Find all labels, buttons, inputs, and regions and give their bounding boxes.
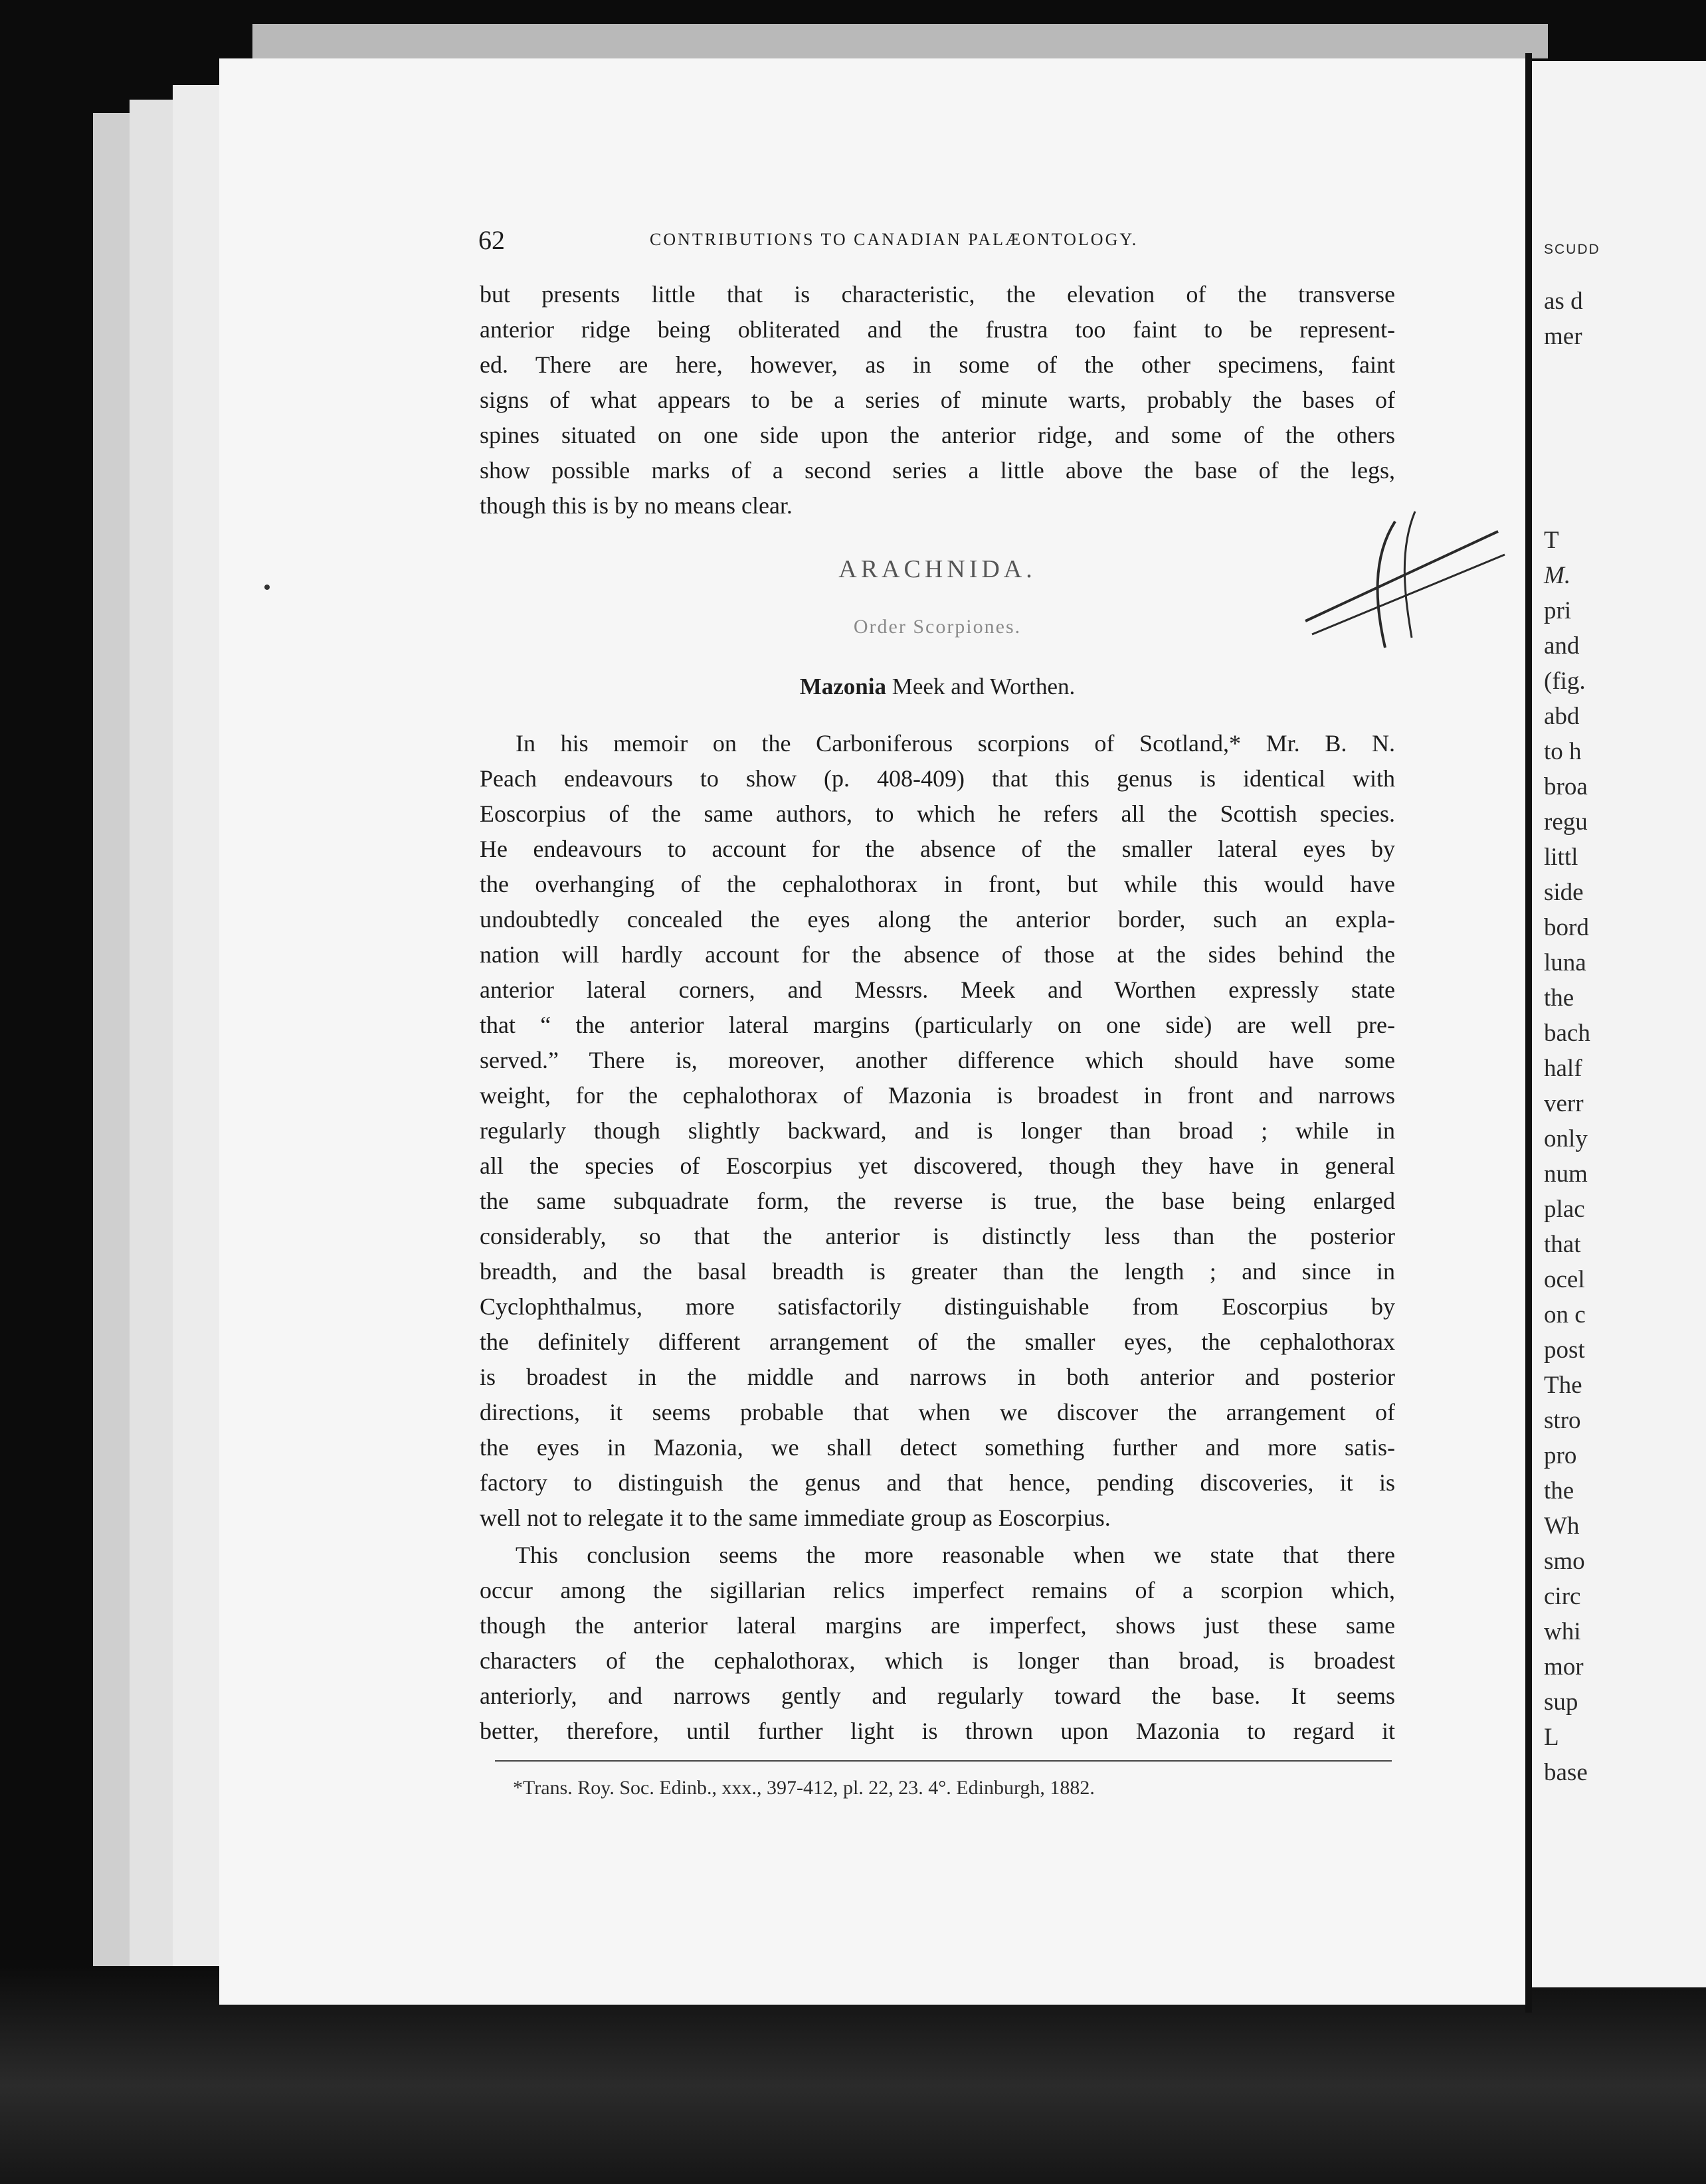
right-text-line: littl: [1544, 844, 1578, 871]
footnote-rule: [495, 1760, 1392, 1762]
text-line: considerably, so that the anterior is distinctly less than the posterior: [480, 1223, 1395, 1249]
text-line: nation will hardly account for the absence of those at the sides behind the: [480, 941, 1395, 968]
text-line: occur among the sigillarian relics imperfect remains of a scorpion which,: [480, 1577, 1395, 1603]
right-text-line: mer: [1544, 323, 1582, 350]
right-text-line: sup: [1544, 1688, 1578, 1716]
text-line: breadth, and the basal breadth is greater than the length ; and since in: [480, 1258, 1395, 1285]
handwritten-mark-icon: [1299, 505, 1518, 658]
text-line: anterior lateral corners, and Messrs. Meek and Worthen expressly state: [480, 976, 1395, 1003]
right-text-line: broa: [1544, 773, 1588, 800]
right-page: [1532, 61, 1706, 1987]
text-line: Peach endeavours to show (p. 408-409) that this genus is identical with: [480, 765, 1395, 792]
right-text-line: as d: [1544, 288, 1583, 315]
text-line: In his memoir on the Carboniferous scorpions of Scotland,* Mr. B. N.: [516, 730, 1395, 757]
right-text-line: on c: [1544, 1301, 1586, 1328]
right-text-line: bach: [1544, 1020, 1590, 1047]
right-running-head: SCUDD: [1544, 242, 1600, 257]
right-text-line: that: [1544, 1231, 1581, 1258]
text-line: spines situated on one side upon the anterior ridge, and some of the others: [480, 422, 1395, 448]
genus-heading: [480, 674, 1395, 700]
footnote: *Trans. Roy. Soc. Edinb., xxx., 397-412, pl. 22, 23. 4°. Edinburgh, 1882.: [513, 1777, 1095, 1799]
text-line: signs of what appears to be a series of minute warts, probably the bases of: [480, 387, 1395, 413]
right-text-line: regu: [1544, 808, 1588, 836]
right-text-line: post: [1544, 1336, 1585, 1364]
running-head: [478, 225, 1395, 258]
right-text-line: side: [1544, 879, 1584, 906]
text-line: ed. There are here, however, as in some of the other specimens, faint: [480, 351, 1395, 378]
running-head-title: CONTRIBUTIONS TO CANADIAN PALÆONTOLOGY.: [650, 230, 1139, 249]
right-text-line: M.: [1544, 562, 1571, 589]
text-line: better, therefore, until further light is thrown upon Mazonia to regard it: [480, 1718, 1395, 1744]
ink-dot: [264, 585, 270, 590]
text-line: factory to distinguish the genus and that hence, pending discoveries, it is: [480, 1469, 1395, 1496]
text-line: directions, it seems probable that when we discover the arrangement of: [480, 1399, 1395, 1425]
text-line: is broadest in the middle and narrows in both anterior and posterior: [480, 1364, 1395, 1390]
text-line: This conclusion seems the more reasonable when we state that there: [516, 1542, 1395, 1568]
right-text-line: to h: [1544, 738, 1582, 765]
right-text-line: the: [1544, 1477, 1574, 1504]
right-text-line: circ: [1544, 1583, 1581, 1610]
right-text-line: smo: [1544, 1548, 1585, 1575]
right-text-line: luna: [1544, 949, 1586, 976]
right-text-line: (fig.: [1544, 668, 1586, 695]
text-line: show possible marks of a second series a little above the base of the legs,: [480, 457, 1395, 484]
order-heading: Order Scorpiones.: [853, 616, 1022, 638]
text-line: though this is by no means clear.: [480, 492, 793, 519]
right-text-line: half: [1544, 1055, 1582, 1082]
right-text-line: pro: [1544, 1442, 1577, 1469]
right-text-line: pri: [1544, 597, 1572, 624]
text-line: that “ the anterior lateral margins (particularly on one side) are well pre-: [480, 1012, 1395, 1038]
right-text-line: plac: [1544, 1196, 1585, 1223]
right-text-line: and: [1544, 632, 1580, 660]
text-line: Eoscorpius of the same authors, to which he refers all the Scottish species.: [480, 800, 1395, 827]
text-line: Cyclophthalmus, more satisfactorily distinguishable from Eoscorpius by: [480, 1293, 1395, 1320]
text-line: undoubtedly concealed the eyes along the anterior border, such an expla-: [480, 906, 1395, 933]
text-line: the same subquadrate form, the reverse is true, the base being enlarged: [480, 1188, 1395, 1214]
right-text-line: ocel: [1544, 1266, 1585, 1293]
page-number: 62: [478, 225, 505, 255]
right-text-line: L: [1544, 1724, 1559, 1751]
right-text-line: The: [1544, 1372, 1582, 1399]
text-line: the overhanging of the cephalothorax in front, but while this would have: [480, 871, 1395, 897]
genus-name: Mazonia: [799, 674, 886, 699]
genus-authors: Meek and Worthen.: [892, 674, 1076, 699]
text-line: anteriorly, and narrows gently and regularly toward the base. It seems: [480, 1683, 1395, 1709]
right-text-line: mor: [1544, 1653, 1584, 1681]
text-line: all the species of Eoscorpius yet discovered, though they have in general: [480, 1152, 1395, 1179]
text-line: served.” There is, moreover, another difference which should have some: [480, 1047, 1395, 1073]
right-text-line: num: [1544, 1160, 1588, 1188]
right-text-line: bord: [1544, 914, 1589, 941]
right-text-line: whi: [1544, 1618, 1581, 1645]
text-line: the eyes in Mazonia, we shall detect something further and more satis-: [480, 1434, 1395, 1461]
right-text-line: Wh: [1544, 1512, 1580, 1540]
right-text-line: base: [1544, 1759, 1588, 1786]
scanner-top-strip: [252, 24, 1548, 58]
text-line: the definitely different arrangement of the smaller eyes, the cephalothorax: [480, 1328, 1395, 1355]
right-text-line: the: [1544, 984, 1574, 1012]
right-text-line: verr: [1544, 1090, 1584, 1117]
text-line: regularly though slightly backward, and is longer than broad ; while in: [480, 1117, 1395, 1144]
text-line: He endeavours to account for the absence of the smaller lateral eyes by: [480, 836, 1395, 862]
text-line: well not to relegate it to the same immediate group as Eoscorpius.: [480, 1504, 1111, 1531]
right-text-line: only: [1544, 1125, 1588, 1152]
book-gutter: [1525, 53, 1532, 2013]
right-text-line: abd: [1544, 703, 1580, 730]
text-line: but presents little that is characteristic, the elevation of the transverse: [480, 281, 1395, 308]
text-line: characters of the cephalothorax, which is longer than broad, is broadest: [480, 1647, 1395, 1674]
text-line: though the anterior lateral margins are imperfect, shows just these same: [480, 1612, 1395, 1639]
text-line: weight, for the cephalothorax of Mazonia is broadest in front and narrows: [480, 1082, 1395, 1109]
right-text-line: stro: [1544, 1407, 1581, 1434]
right-text-line: T: [1544, 527, 1559, 554]
text-line: anterior ridge being obliterated and the frustra too faint to be represent-: [480, 316, 1395, 343]
section-title: ARACHNIDA.: [838, 555, 1036, 583]
